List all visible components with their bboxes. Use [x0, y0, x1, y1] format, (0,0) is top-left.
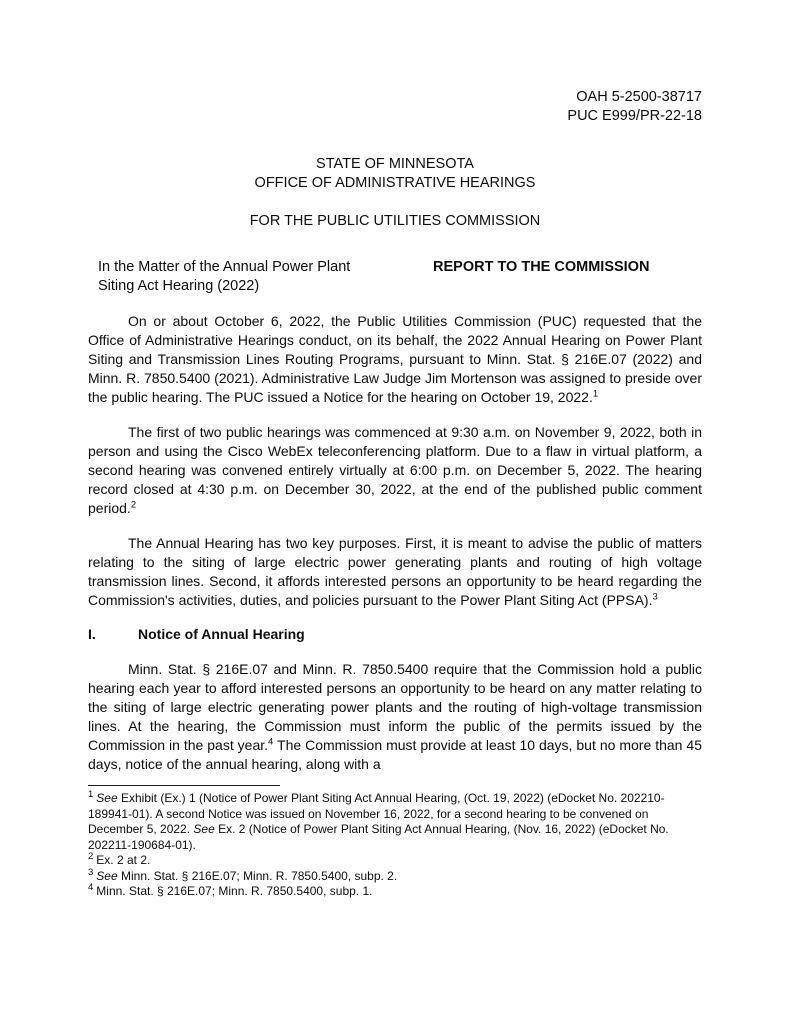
paragraph-1 — [88, 312, 702, 407]
footnote-4-text: Minn. Stat. § 216E.07; Minn. R. 7850.5400, subp. 1. — [96, 884, 373, 898]
docket-oah-number: OAH 5-2500-38717 — [576, 89, 702, 105]
footnote-separator-rule — [88, 785, 280, 786]
paragraph-3 — [88, 534, 702, 610]
footnote-ref-1: 1 — [592, 388, 599, 400]
docket-numbers — [88, 88, 702, 126]
case-caption — [88, 258, 702, 296]
caption-matter-line-1: In the Matter of the Annual Power Plant — [98, 259, 351, 275]
footnote-1-see-1: See — [96, 791, 118, 805]
footnote-1-text-2: Ex. 2 (Notice of Power Plant Siting Act Annual Hearing, (Nov. 16, 2022) (eDocket No. 202211-190684-01). — [88, 822, 669, 852]
section-title: Notice of Annual Hearing — [138, 626, 305, 642]
footnote-2 — [88, 853, 702, 869]
footnote-3 — [88, 866, 702, 885]
footnote-1-text-1: Exhibit (Ex.) 1 (Notice of Power Plant Siting Act Annual Hearing, (Oct. 19, 2022) (eDocket No. 202210-189941-01). A second Notice was issued on November 16, 2022, for a second hearing to be convened on December 5, 2022. — [88, 791, 665, 836]
section-number: I. — [88, 626, 96, 642]
paragraph-4 — [88, 660, 702, 774]
footnote-ref-2: 2 — [130, 499, 137, 511]
paragraph-4-text-b: The Commission must provide at least 10 days, but no more than 45 days, notice of the annual hearing, along with a — [88, 737, 702, 772]
report-title: REPORT TO THE COMMISSION — [433, 259, 650, 275]
paragraph-2 — [88, 423, 702, 518]
paragraph-1-text: On or about October 6, 2022, the Public Utilities Commission (PUC) requested that the Office of Administrative Hearings conduct, on its behalf, the 2022 Annual Hearing on Power Plant Siting and Transmission Lines Routing Programs, pursuant to Minn. Stat. § 216E.07 (2022) and Minn. R. 7850.5400 (2021). Administrative Law Judge Jim Mortenson was assigned to preside over the public hearing. The PUC issued a Notice for the hearing on October 19, 2022. — [88, 313, 702, 405]
footnote-3-text: Minn. Stat. § 216E.07; Minn. R. 7850.5400, subp. 2. — [117, 868, 398, 883]
caption-matter-line-2: Siting Act Hearing (2022) — [98, 278, 260, 294]
footnote-3-marker: 3 — [88, 866, 94, 878]
footnotes-block — [88, 791, 702, 900]
footnote-3-see: See — [96, 868, 118, 883]
footnote-1-marker: 1 — [88, 789, 94, 800]
footnote-4 — [88, 884, 702, 900]
section-heading — [88, 625, 702, 644]
paragraph-4-text-a: Minn. Stat. § 216E.07 and Minn. R. 7850.5400 require that the Commission hold a public hearing each year to afford interested persons an opportunity to be heard on any matter relating to the siting of large electric generating power plants and the routing of high-voltage transmission lines. At the hearing, the Commission must inform the public of the permits issued by the Commission in the past year. — [88, 661, 702, 753]
footnote-2-text: Ex. 2 at 2. — [96, 853, 151, 867]
court-title-spacer — [88, 193, 702, 212]
footnote-1 — [88, 791, 702, 853]
docket-puc-number: PUC E999/PR-22-18 — [567, 108, 702, 124]
footnote-1-see-2: See — [193, 822, 215, 836]
footnote-ref-3: 3 — [652, 591, 658, 603]
paragraph-2-text: The first of two public hearings was commenced at 9:30 a.m. on November 9, 2022, both in person and using the Cisco WebEx teleconferencing platform. Due to a flaw in virtual platform, a second hearing was convened entirely virtually at 6:00 p.m. on December 5, 2022. The hearing record closed at 4:30 p.m. on December 30, 2022, at the end of the published public comment period. — [88, 424, 702, 516]
paragraph-3-text: The Annual Hearing has two key purposes. First, it is meant to advise the public of matters relating to the siting of large electric power generating plants and routing of high voltage transmission lines. Second, it affords interested persons an opportunity to be heard regarding the Commission's activities, duties, and policies pursuant to the Power Plant Siting Act (PPSA). — [88, 535, 702, 608]
footnote-4-marker: 4 — [88, 882, 94, 893]
caption-matter — [88, 258, 433, 296]
footnote-ref-4: 4 — [268, 736, 274, 748]
court-title — [88, 155, 702, 231]
footnote-2-marker: 2 — [88, 851, 94, 862]
court-title-state: STATE OF MINNESOTA — [316, 156, 474, 172]
court-title-office: OFFICE OF ADMINISTRATIVE HEARINGS — [254, 175, 536, 191]
court-title-commission: FOR THE PUBLIC UTILITIES COMMISSION — [249, 213, 541, 229]
